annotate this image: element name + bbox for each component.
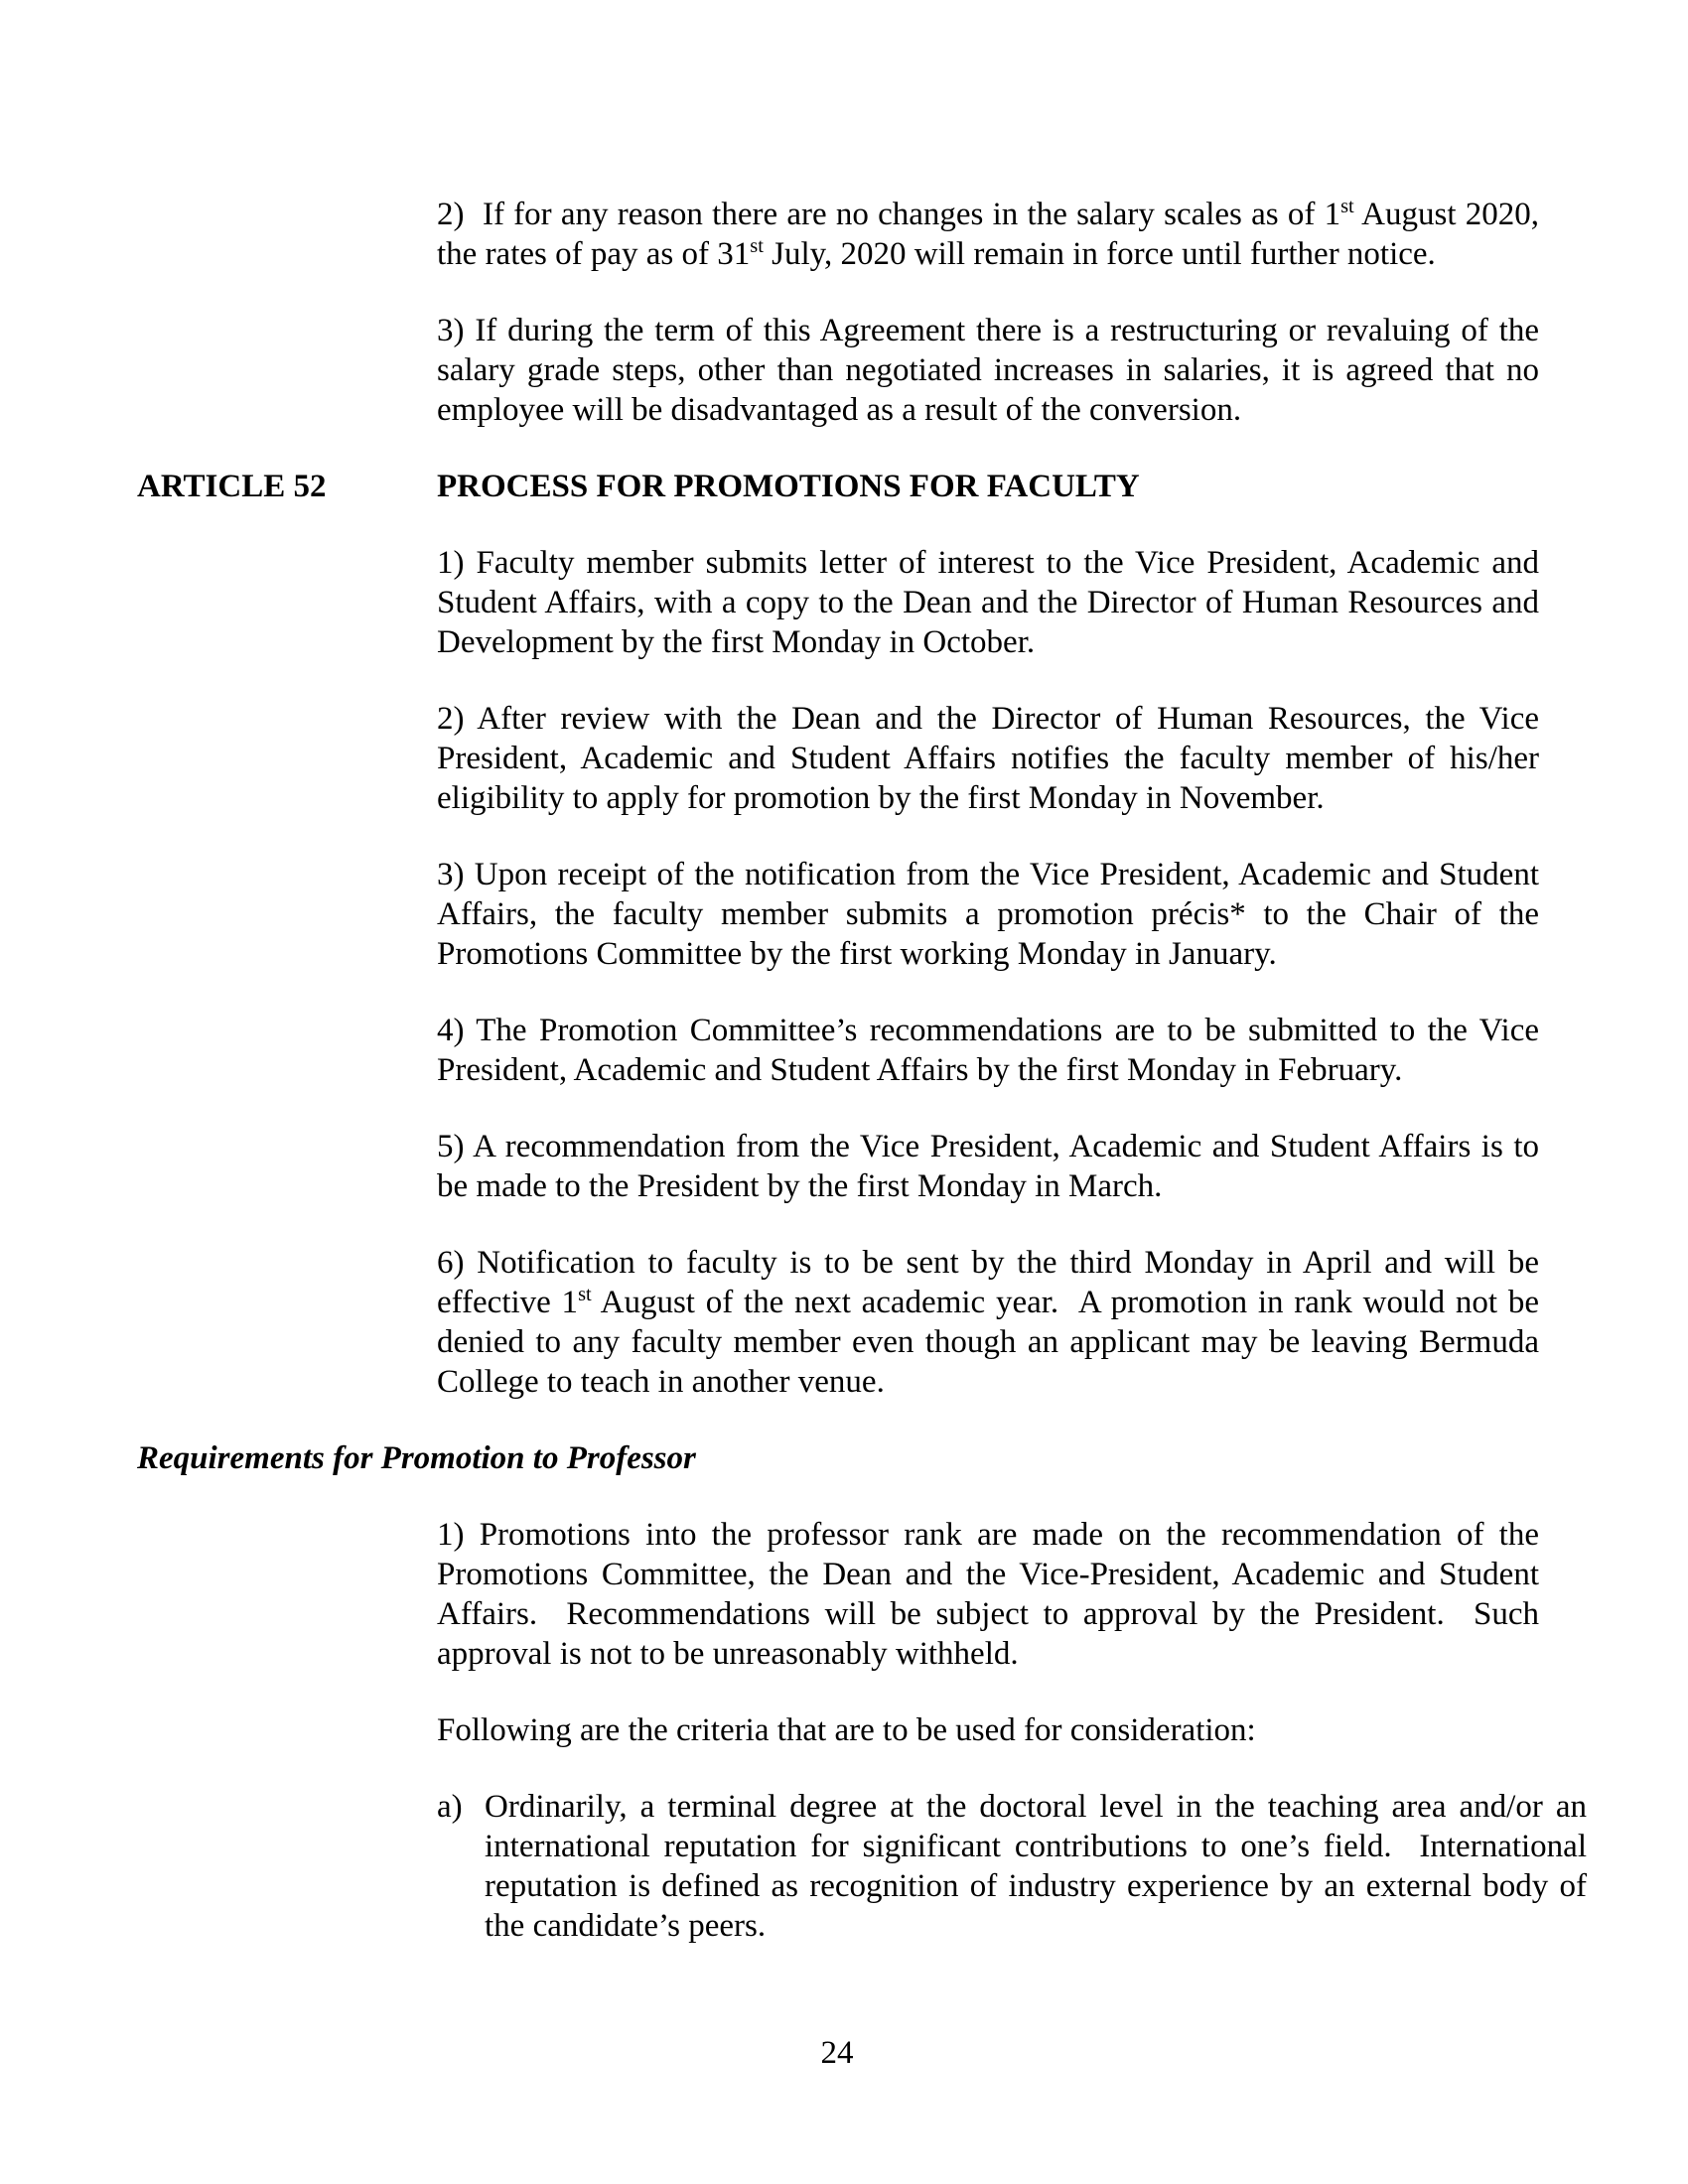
- paragraph-salary-no-change: [437, 195, 1539, 274]
- criterion-item-a-marker: a): [437, 1789, 463, 1825]
- paragraph-salary-no-change-text: July, 2020 will remain in force until further notice.: [763, 236, 1436, 272]
- article-step-6-text: 6) Notification to faculty is to be sent by the third Monday in April and will be effective 1: [437, 1245, 1539, 1320]
- paragraph-restructuring: 3) If during the term of this Agreement there is a restructuring or revaluing of the salary grade steps, other than negotiated increases in salaries, it is agreed that no employee will be disadvantaged as a result of the conversion.: [437, 313, 1539, 428]
- criteria-lead-line: Following are the criteria that are to be used for consideration:: [437, 1712, 1256, 1748]
- ordinal-superscript: st: [750, 235, 764, 257]
- page-number: 24: [820, 2035, 854, 2071]
- article-step-4: 4) The Promotion Committee’s recommendations are to be submitted to the Vice President, Academic and Student Affairs by the first Monday in February.: [437, 1013, 1539, 1088]
- requirements-intro-paragraph: 1) Promotions into the professor rank are made on the recommendation of the Promotions Committee, the Dean and the Vice-President, Academic and Student Affairs. Recommendations will be subject to approval by the President. Such approval is not to be unreasonably withheld.: [437, 1517, 1539, 1672]
- paragraph-salary-no-change-text: August 2020, the rates of pay as of 31: [437, 197, 1539, 272]
- article-heading: [137, 467, 1539, 506]
- article-step-3: 3) Upon receipt of the notification from the Vice President, Academic and Student Affairs, the faculty member submits a promotion précis* to the Chair of the Promotions Committee by the first working Monday in January.: [437, 857, 1539, 972]
- article-step-1: 1) Faculty member submits letter of interest to the Vice President, Academic and Student Affairs, with a copy to the Dean and the Director of Human Resources and Development by the first Monday in October.: [437, 545, 1539, 660]
- requirements-heading: Requirements for Promotion to Professor: [137, 1440, 696, 1476]
- ordinal-superscript: st: [1340, 196, 1354, 217]
- criterion-item-a-text: Ordinarily, a terminal degree at the doctoral level in the teaching area and/or an international reputation for significant contributions to one’s field. International reputation is defined as recognition of industry experience by an external body of the candidate’s peers.: [485, 1789, 1587, 1944]
- criterion-item-a: [437, 1787, 1587, 1946]
- article-number: ARTICLE 52: [137, 469, 327, 504]
- paragraph-salary-no-change-text: 2) If for any reason there are no changes in the salary scales as of 1: [437, 197, 1341, 232]
- ordinal-superscript: st: [578, 1284, 592, 1305]
- article-step-6: [437, 1243, 1539, 1402]
- article-title: PROCESS FOR PROMOTIONS FOR FACULTY: [437, 469, 1140, 504]
- article-step-6-text: August of the next academic year. A promotion in rank would not be denied to any faculty member even though an applicant may be leaving Bermuda College to teach in another venue.: [437, 1285, 1539, 1400]
- document-body: [137, 195, 1587, 1982]
- article-step-5: 5) A recommendation from the Vice President, Academic and Student Affairs is to be made to the President by the first Monday in March.: [437, 1129, 1539, 1204]
- article-step-2: 2) After review with the Dean and the Director of Human Resources, the Vice President, Academic and Student Affairs notifies the faculty member of his/her eligibility to apply for promotion by the first Monday in November.: [437, 701, 1539, 816]
